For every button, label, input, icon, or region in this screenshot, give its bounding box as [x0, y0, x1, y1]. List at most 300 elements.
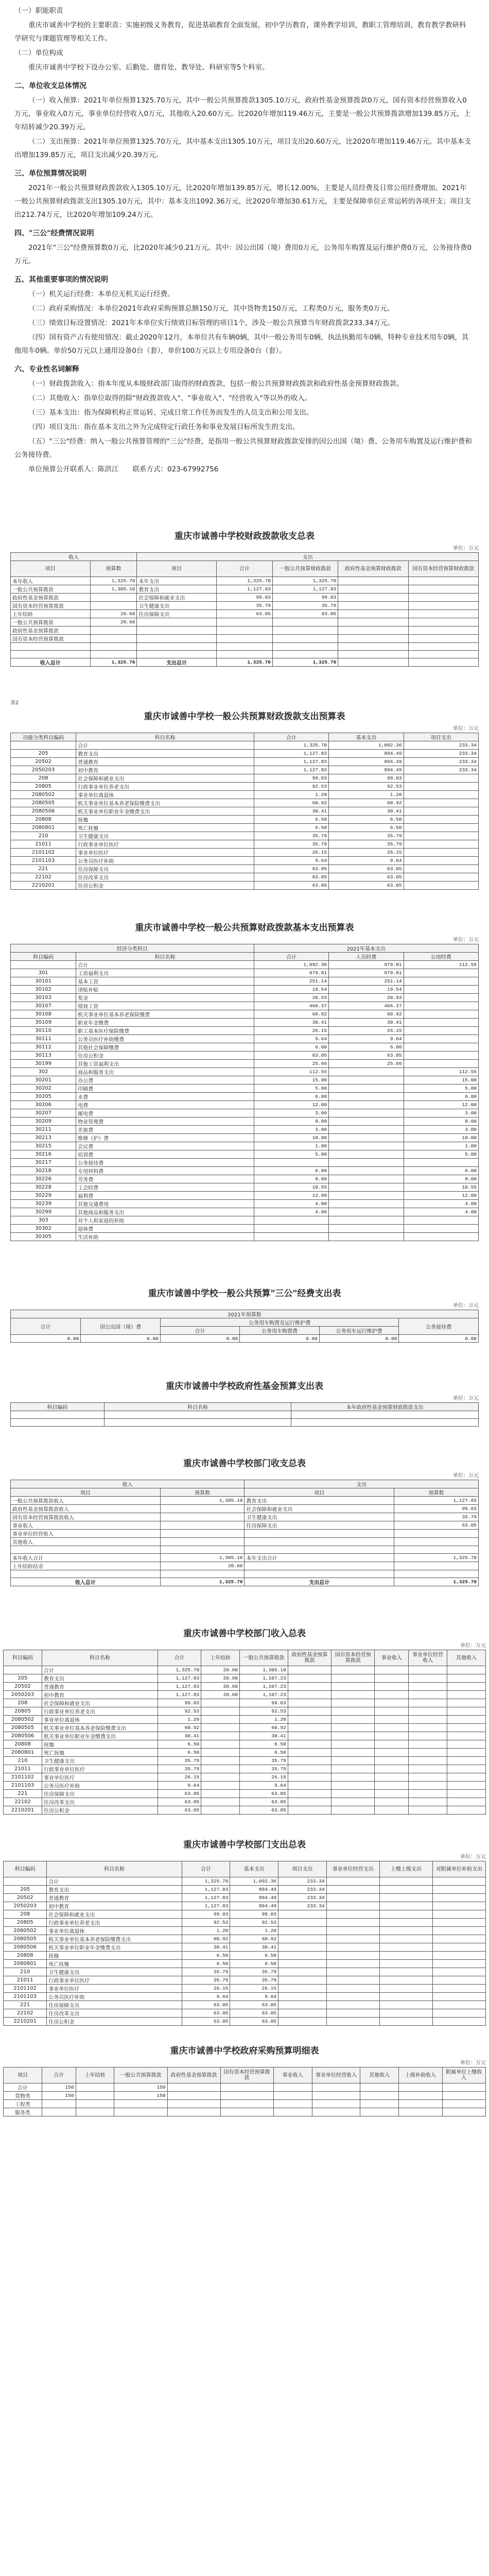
table-cell: 303 [11, 1216, 76, 1225]
table-cell: 26.15 [158, 1773, 201, 1782]
table-cell [160, 1505, 244, 1513]
table-cell [408, 618, 478, 626]
table-cell: 233.34 [404, 758, 478, 766]
table-cell [408, 585, 478, 594]
table-cell [404, 873, 478, 882]
table-cell [409, 1666, 447, 1674]
table-row [11, 610, 479, 618]
table-cell [408, 658, 478, 667]
table-cell [11, 961, 76, 969]
table-cell [404, 1019, 478, 1027]
table-cell: 工程类 [4, 2100, 42, 2108]
table-cell [288, 1691, 331, 1699]
table-cell [379, 1993, 432, 2001]
table-cell: 2050203 [11, 766, 76, 774]
table-cell [404, 986, 478, 994]
table-cell [326, 1877, 379, 1886]
table-cell [331, 1716, 375, 1724]
table-row [11, 1002, 479, 1010]
table-cell [447, 1790, 485, 1798]
table-cell: 979.81 [329, 969, 404, 977]
table-cell: 合计 [42, 1666, 158, 1674]
table-cell: 19.54 [254, 986, 328, 994]
table-cell [442, 2092, 485, 2100]
table-cell: 行政事业单位养老支出 [47, 1919, 182, 1927]
total-row [11, 658, 479, 667]
table-cell: 30103 [11, 994, 76, 1002]
table-cell [201, 1732, 240, 1740]
table-cell: 35.79 [158, 1765, 201, 1773]
table-cell: 6.50 [158, 1749, 201, 1757]
table-cell: 其他工资福利支出 [76, 1060, 254, 1068]
table-cell [409, 1798, 447, 1806]
table-cell: 15.00 [254, 1076, 328, 1084]
table-row [11, 783, 479, 791]
table-cell: 物业管理费 [76, 1117, 254, 1126]
table8-title: 重庆市诚善中学校部门支出总表 [183, 1840, 306, 1850]
table-cell [312, 2108, 360, 2116]
table2-block [10, 698, 479, 890]
table-cell [326, 1968, 379, 1976]
table-cell: 30209 [11, 1117, 76, 1126]
table-cell: 30226 [11, 1175, 76, 1183]
table-cell [329, 1159, 404, 1167]
table-cell [329, 1117, 404, 1126]
table-cell [375, 1798, 409, 1806]
table-cell [4, 1666, 42, 1674]
table-cell: 9.64 [158, 1782, 201, 1790]
table-cell: 20.60 [90, 610, 137, 618]
table-cell: 20808 [11, 816, 76, 824]
table-cell: 60.92 [254, 1010, 328, 1019]
table-cell [404, 799, 478, 807]
table-cell [404, 1035, 478, 1043]
table-cell: 63.05 [230, 2018, 278, 2026]
table-cell: 退休费 [76, 1225, 254, 1233]
table-cell [408, 651, 478, 658]
table-cell [90, 626, 137, 635]
header-fund-budget: 政府性基金预算财政拨款 [338, 561, 408, 577]
table-row [4, 1952, 486, 1960]
table-cell [326, 2009, 379, 2018]
table-cell [409, 1683, 447, 1691]
table-cell [160, 1570, 244, 1578]
table-cell: 63.05 [158, 1806, 201, 1815]
header-other: 其他收入 [360, 2067, 399, 2083]
table-cell: 2101103 [4, 1782, 42, 1790]
table-cell: 2080505 [4, 1724, 42, 1732]
table-cell: 63.05 [273, 610, 338, 618]
table-cell: 30199 [11, 1060, 76, 1068]
table-cell: 35.79 [182, 1976, 230, 1985]
table-cell [404, 840, 478, 849]
table-cell: 63.05 [254, 873, 328, 882]
table-cell: 国有资本经营预算拨款 [11, 635, 91, 643]
table-cell [409, 1765, 447, 1773]
table-cell [326, 2018, 379, 2026]
table-row [11, 1233, 479, 1241]
table3 [10, 944, 479, 1241]
table-row [4, 1757, 486, 1765]
table-cell [409, 1674, 447, 1683]
table-cell: 1,127.83 [158, 1691, 201, 1699]
table-row [11, 741, 479, 750]
table7-block [3, 1623, 486, 1815]
table-cell [447, 1782, 485, 1790]
table-cell: 894.49 [230, 1902, 278, 1910]
table-cell: 12.00 [404, 1101, 478, 1109]
table-cell: 30217 [11, 1159, 76, 1167]
table-row [11, 651, 479, 658]
table-cell [379, 1919, 432, 1927]
table-cell: 1.20 [254, 791, 328, 799]
table-cell [278, 1976, 327, 1985]
table-row [11, 832, 479, 840]
table-cell: 6.00 [404, 1167, 478, 1175]
table-cell: 社会保障和就业支出 [244, 1505, 394, 1513]
table-cell: 初中教育 [47, 1902, 182, 1910]
table-cell [288, 1790, 331, 1798]
table-cell [244, 1546, 394, 1554]
table-cell: 劳务费 [76, 1175, 254, 1183]
table-cell: 35.79 [329, 840, 404, 849]
table-cell: 1,325.70 [182, 1877, 230, 1886]
table-cell: 35.79 [329, 832, 404, 840]
table-row [11, 865, 479, 873]
table-cell [404, 791, 478, 799]
table-number: 表2 [10, 700, 19, 706]
table-cell: 302 [11, 1068, 76, 1076]
table-cell: 1.20 [240, 1716, 288, 1724]
table-cell [278, 1960, 327, 1968]
table-row [11, 1159, 479, 1167]
table-cell [331, 1790, 375, 1798]
table-cell [329, 1126, 404, 1134]
table-cell: 25.66 [254, 1060, 328, 1068]
table-row [11, 1200, 479, 1208]
table-cell [432, 2001, 485, 2009]
header-biz: 事业单位经营支出 [326, 1861, 379, 1877]
table-cell [379, 1968, 432, 1976]
table-cell [442, 2100, 485, 2108]
table-cell [326, 1919, 379, 1927]
table-cell: 20.60 [201, 1683, 240, 1691]
table-cell [360, 2083, 399, 2092]
table-cell: 1,107.23 [240, 1674, 288, 1683]
table-cell: 35.79 [240, 1757, 288, 1765]
table-cell [220, 2092, 273, 2100]
table1 [10, 552, 479, 667]
table-cell: 1,127.83 [273, 585, 338, 594]
table-row [11, 1513, 479, 1521]
table-cell [375, 1707, 409, 1716]
table-cell: 国有资本经营预算拨款 [11, 602, 91, 610]
table-cell [447, 1765, 485, 1773]
table-cell: 商品和服务支出 [76, 1068, 254, 1076]
table-cell [326, 1976, 379, 1985]
table-cell [338, 577, 408, 585]
table-row [4, 1798, 486, 1806]
table-row [11, 1505, 479, 1513]
table-row [11, 1043, 479, 1052]
table-cell [432, 1935, 485, 1943]
table-cell: 6.00 [254, 1093, 328, 1101]
table-cell: 1,127.83 [158, 1674, 201, 1683]
table-row [4, 1773, 486, 1782]
table-cell: 20502 [4, 1683, 42, 1691]
table-cell: 其他社会保障缴费 [76, 1043, 254, 1052]
table-cell: 20805 [11, 783, 76, 791]
table-row [4, 1927, 486, 1935]
table-cell: 行政事业单位医疗 [76, 840, 254, 849]
table-cell: 2210201 [4, 1806, 42, 1815]
table-cell [432, 1910, 485, 1919]
table-row [4, 1749, 486, 1757]
table-cell [326, 1894, 379, 1902]
table-row [4, 2108, 486, 2116]
table-row [11, 774, 479, 783]
table-cell [379, 1943, 432, 1952]
table-cell: 30111 [11, 1035, 76, 1043]
unit-note: 单位：万元 [453, 726, 479, 732]
table-cell: 221 [4, 2001, 47, 2009]
table-cell [288, 1773, 331, 1782]
table-cell: 9.64 [254, 857, 328, 865]
table-cell: 1,305.10 [90, 585, 137, 594]
table-cell: 8.00 [404, 1117, 478, 1126]
table-cell [379, 1976, 432, 1985]
table-cell: 住房改革支出 [76, 873, 254, 882]
table-cell [329, 1225, 404, 1233]
table-cell: 26.15 [329, 1027, 404, 1035]
table-cell [447, 1732, 485, 1740]
table-row [4, 1877, 486, 1886]
paragraph: （三）基本支出：指为保障机构正常运转、完成日常工作任务而发生的人员支出和公用支出。 [28, 409, 313, 417]
table-cell: 30302 [11, 1225, 76, 1233]
table-cell: 1,325.70 [273, 577, 338, 585]
table-row [4, 1976, 486, 1985]
table-row [4, 1806, 486, 1815]
table-cell: 2101103 [4, 1993, 47, 2001]
table-row [11, 1093, 479, 1101]
table-row [11, 1019, 479, 1027]
table-row [11, 849, 479, 857]
table-cell [137, 651, 217, 658]
table-cell [404, 1043, 478, 1052]
table-cell: 9.64 [230, 1993, 278, 2001]
table-cell [288, 1782, 331, 1790]
table-cell: 初中教育 [42, 1691, 158, 1699]
table-row [11, 1101, 479, 1109]
table-cell [288, 1765, 331, 1773]
table-cell: 抚恤 [42, 1740, 158, 1749]
table-cell: 30.41 [230, 1943, 278, 1952]
table-cell [375, 1773, 409, 1782]
table9-block [3, 2040, 486, 2116]
table-cell: 邮电费 [76, 1109, 254, 1117]
unit-note: 单位：万元 [453, 937, 479, 943]
table-cell [167, 2083, 220, 2092]
intro-section [14, 4, 473, 477]
table-cell [216, 635, 272, 643]
table-row [4, 1886, 486, 1894]
header-code: 科目编码 [11, 953, 76, 961]
table-cell [160, 1513, 244, 1521]
table-row [4, 1782, 486, 1790]
table-row [11, 824, 479, 832]
table9-title: 重庆市诚善中学校政府采购预算明细表 [170, 2046, 319, 2056]
table-cell: 2080502 [11, 791, 76, 799]
table-cell: 1,127.83 [158, 1683, 201, 1691]
table-row [11, 961, 479, 969]
table-cell: 2080505 [4, 1935, 47, 1943]
table-cell [404, 865, 478, 873]
table-cell: 20.60 [201, 1674, 240, 1683]
table-cell: 1.20 [329, 791, 404, 799]
table-cell [11, 1570, 161, 1578]
table-cell [404, 1233, 478, 1241]
table-row [11, 1521, 479, 1530]
table-row [11, 1335, 479, 1343]
table-cell [379, 1952, 432, 1960]
table-cell: 21011 [4, 1976, 47, 1985]
table-cell: 住房保障支出 [47, 2001, 182, 2009]
header-total: 合计 [42, 2067, 76, 2083]
table-cell [331, 1724, 375, 1732]
table-cell: 1,092.36 [254, 961, 328, 969]
table-cell: 教育支出 [42, 1674, 158, 1683]
table-cell: 63.05 [182, 2001, 230, 2009]
table-cell: 卫生健康支出 [76, 832, 254, 840]
table-cell: 6.50 [182, 1952, 230, 1960]
table-cell: 0.00 [240, 1335, 320, 1343]
table-cell [288, 1699, 331, 1707]
table-cell: 2050203 [4, 1691, 42, 1699]
table7 [3, 1650, 486, 1815]
table-cell: 事业单位离退休 [47, 1927, 182, 1935]
table-cell [42, 2108, 76, 2116]
table-cell [432, 1902, 485, 1910]
table-cell [326, 1960, 379, 1968]
table-row [11, 1150, 479, 1159]
table-cell [338, 610, 408, 618]
table-cell [288, 1798, 331, 1806]
table-cell [273, 2100, 312, 2108]
table-cell: 工会经费 [76, 1183, 254, 1192]
table-row [11, 977, 479, 986]
table-cell: 职业年金缴费 [76, 1019, 254, 1027]
table-cell: 事业单位经营收入 [11, 1530, 161, 1538]
table-cell: 9.64 [329, 857, 404, 865]
header-project: 项目支出 [404, 733, 478, 741]
table-cell: 抚恤 [47, 1952, 182, 1960]
table-cell [288, 1716, 331, 1724]
header-expense: 支出 [137, 553, 479, 561]
table-cell: 1,325.70 [216, 658, 272, 667]
table-cell [312, 2083, 360, 2092]
table-cell [404, 1002, 478, 1010]
table-cell: 社会保障和就业支出 [42, 1699, 158, 1707]
table-cell: 60.92 [329, 1010, 404, 1019]
table-row [11, 1068, 479, 1076]
table-cell [201, 1716, 240, 1724]
table-cell [404, 994, 478, 1002]
table2 [10, 733, 479, 890]
table7-title: 重庆市诚善中学校部门收入总表 [183, 1629, 306, 1639]
table-cell [278, 1985, 327, 1993]
table-cell: 1,325.70 [254, 741, 328, 750]
table-cell: 社会保障和就业支出 [137, 594, 217, 602]
table-cell: 15.00 [404, 1076, 478, 1084]
table-cell [220, 2108, 273, 2116]
table-cell [244, 1538, 394, 1546]
table-cell: 221 [11, 865, 76, 873]
table-cell [409, 1757, 447, 1765]
table-cell: 92.53 [230, 1919, 278, 1927]
table-cell: 1,107.23 [240, 1691, 288, 1699]
table-cell: 979.81 [329, 961, 404, 969]
table-cell: 63.05 [158, 1798, 201, 1806]
paragraph: （二）政府采购情况：本单位2021年政府采购预算总额150万元，其中货物类150万元，工程类0万元，服务类0万元。 [28, 304, 394, 313]
table-cell [447, 1674, 485, 1683]
table-row [4, 1765, 486, 1773]
header-year: 2021年基本支出 [254, 944, 478, 953]
header-fund: 政府性基金预算拨款 [167, 2067, 220, 2083]
table-cell: 工资福利支出 [76, 969, 254, 977]
table-cell: 其他商品和服务支出 [76, 1208, 254, 1216]
table-cell: 公务员医疗补助 [42, 1782, 158, 1790]
table-cell: 251.14 [329, 977, 404, 986]
table-cell: 30205 [11, 1093, 76, 1101]
table-cell [137, 626, 217, 635]
header-public: 公用经费 [404, 953, 478, 961]
table-cell: 培训费 [76, 1150, 254, 1159]
table-cell [11, 741, 76, 750]
table6-block [10, 1453, 479, 1586]
table-row [11, 1216, 479, 1225]
table-row [4, 1968, 486, 1976]
section-heading: 二、单位收支总体情况 [14, 82, 86, 90]
table-cell: 教育支出 [244, 1497, 394, 1505]
table-cell: 210 [4, 1757, 42, 1765]
header-general: 一般公共预算拨款 [240, 1650, 288, 1666]
header-item: 项目 [137, 561, 217, 577]
table-cell: 20.93 [254, 994, 328, 1002]
table-cell [404, 807, 478, 816]
table-cell: 津贴补贴 [76, 986, 254, 994]
table-cell [288, 1683, 331, 1691]
table-cell [201, 1740, 240, 1749]
table-row [11, 1134, 479, 1142]
table-cell: 30305 [11, 1233, 76, 1241]
header-econ: 经济分类科目 [11, 944, 254, 953]
table-cell [201, 1806, 240, 1815]
table-cell: 4.00 [404, 1208, 478, 1216]
table-row [4, 1919, 486, 1927]
header-budget: 预算数 [160, 1488, 244, 1497]
table-row [11, 635, 479, 643]
table-cell [404, 783, 478, 791]
table-cell: 20502 [11, 758, 76, 766]
table-cell: 99.03 [216, 594, 272, 602]
table-cell: 233.34 [278, 1894, 327, 1902]
table-cell [432, 1943, 485, 1952]
table-cell: 上年结转 [11, 610, 91, 618]
table-row [11, 1570, 479, 1578]
header-name: 科目名称 [76, 733, 254, 741]
header-item: 项目 [4, 2067, 42, 2083]
table-cell: 63.05 [158, 1790, 201, 1798]
